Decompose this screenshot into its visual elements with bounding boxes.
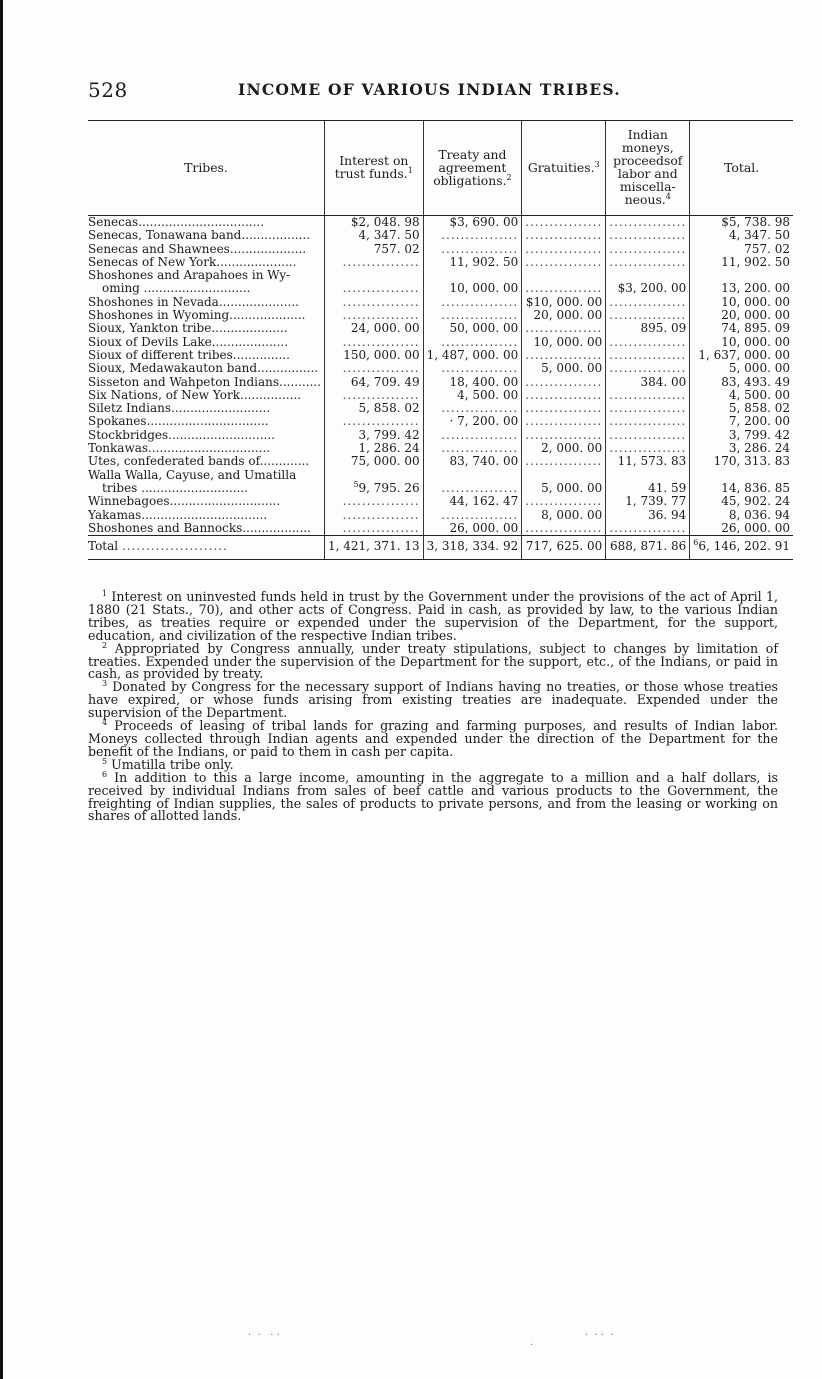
- footnote: $^3$ Donated by Congress for the necessary support of Indians having no treaties, or those whose treaties have expired, or whose funds arising from existing treaties are inadequate. Expended under the supervision of the Department.: [88, 679, 778, 721]
- cell-interest: ................: [325, 495, 424, 508]
- cell-interest: ................: [325, 336, 424, 349]
- cell-treaty: 26, 000. 00: [423, 522, 522, 536]
- footnote: $^4$ Proceeds of leasing of tribal lands for grazing and farming purposes, and results of Indian labor. Moneys collected through Indian agents and expended under the direction of the Department for the benefit of the Indians, or paid to them in cash per capita.: [88, 717, 778, 759]
- table-row: [88, 349, 793, 362]
- table-row: [88, 269, 793, 296]
- table-row: [88, 389, 793, 402]
- tribe-name: Sisseton and Wahpeton Indians...........: [88, 374, 321, 389]
- table-row: [88, 256, 793, 269]
- cell-gratuities: ................: [522, 389, 606, 402]
- cell-indian-moneys: 895. 09: [606, 322, 690, 335]
- cell-gratuities: 8, 000. 00: [522, 509, 606, 522]
- cell-total: 45, 902. 24: [690, 495, 793, 508]
- table-row: [88, 442, 793, 455]
- cell-total: 757. 02: [690, 243, 793, 256]
- table-row: [88, 362, 793, 375]
- cell-interest: $^5$9, 795. 26: [325, 469, 424, 496]
- cell-total: 14, 836. 85: [690, 469, 793, 496]
- footnote: $^6$ In addition to this a large income, amounting in the aggregate to a million and a half dollars, is received by individual Indians from sales of beef cattle and various products to the Government, the freighting of Indian supplies, the sales of products to private persons, and from the leasing or working on shares of allotted lands.: [88, 769, 778, 824]
- col-header-gratuities: Gratuities.$^3$: [522, 121, 606, 216]
- cell-treaty: ................: [423, 362, 522, 375]
- cell-indian-moneys: ................: [606, 442, 690, 455]
- total-row: [88, 536, 793, 560]
- table-row: [88, 509, 793, 522]
- cell-treaty: ................: [423, 309, 522, 322]
- cell-gratuities: ................: [522, 243, 606, 256]
- cell-interest: 150, 000. 00: [325, 349, 424, 362]
- cell-indian-moneys: ................: [606, 216, 690, 230]
- cell-interest: 5, 858. 02: [325, 402, 424, 415]
- table-row: [88, 296, 793, 309]
- cell-indian-moneys: 11, 573. 83: [606, 455, 690, 468]
- cell-treaty: ................: [423, 229, 522, 242]
- page-header: [88, 78, 776, 100]
- footnote: $^1$ Interest on uninvested funds held in trust by the Government under the provisions of the act of April 1, 1880 (21 Stats., 70), and other acts of Congress. Paid in cash, as provided by law, to the various Indian tribes, as treaties require or expended under the supervision of the Department, for the support, education, and civilization of the respective Indian tribes.: [88, 588, 778, 643]
- total-label: Total ......................: [88, 536, 325, 560]
- cell-treaty: ................: [423, 442, 522, 455]
- cell-gratuities: $10, 000. 00: [522, 296, 606, 309]
- table-row: [88, 469, 793, 496]
- cell-treaty: 10, 000. 00: [423, 269, 522, 296]
- cell-treaty: 1, 487, 000. 00: [423, 349, 522, 362]
- table-row: [88, 415, 793, 428]
- cell-indian-moneys: 384. 00: [606, 376, 690, 389]
- cell-gratuities: 10, 000. 00: [522, 336, 606, 349]
- table-row: [88, 216, 793, 230]
- cell-interest: ................: [325, 256, 424, 269]
- cell-treaty: 11, 902. 50: [423, 256, 522, 269]
- cell-treaty: 44, 162. 47: [423, 495, 522, 508]
- cell-treaty: 83, 740. 00: [423, 455, 522, 468]
- tribe-name: Shoshones and Arapahoes in Wy- oming ............................: [88, 268, 291, 296]
- cell-indian-moneys: ................: [606, 415, 690, 428]
- cell-total: 10, 000. 00: [690, 336, 793, 349]
- cell-total: 74, 895. 09: [690, 322, 793, 335]
- scan-specks: · · · ·: [585, 1330, 614, 1341]
- cell-interest: 757. 02: [325, 243, 424, 256]
- cell-gratuities: ................: [522, 495, 606, 508]
- table-header-row: [88, 121, 793, 216]
- cell-interest: 1, 286. 24: [325, 442, 424, 455]
- cell-gratuities: ................: [522, 402, 606, 415]
- cell-indian-moneys: ................: [606, 229, 690, 242]
- cell-indian-moneys: ................: [606, 349, 690, 362]
- cell-indian-moneys: 1, 739. 77: [606, 495, 690, 508]
- cell-total: 20, 000. 00: [690, 309, 793, 322]
- cell-gratuities: ................: [522, 522, 606, 536]
- tribe-name: Siletz Indians..........................: [88, 401, 271, 416]
- col-header-indian-moneys: Indian moneys, proceedsof labor and miscella-neous.$^4$: [606, 121, 690, 216]
- tribe-name: Winnebagoes.............................: [88, 494, 281, 509]
- cell-indian-moneys: ................: [606, 296, 690, 309]
- cell-total: 3, 799. 42: [690, 429, 793, 442]
- cell-gratuities: ................: [522, 455, 606, 468]
- cell-gratuities: ................: [522, 322, 606, 335]
- cell-total: 170, 313. 83: [690, 455, 793, 468]
- cell-gratuities: ................: [522, 349, 606, 362]
- tribe-name: Sioux of Devils Lake....................: [88, 334, 289, 349]
- tribe-name: Six Nations, of New York................: [88, 387, 302, 402]
- cell-gratuities: 5, 000. 00: [522, 469, 606, 496]
- tribe-name: Senecas.................................: [88, 215, 265, 229]
- cell-total: 11, 902. 50: [690, 256, 793, 269]
- cell-total: 4, 347. 50: [690, 229, 793, 242]
- cell-treaty: ................: [423, 509, 522, 522]
- cell-treaty: $3, 690. 00: [423, 216, 522, 230]
- cell-total: $5, 738. 98: [690, 216, 793, 230]
- total-grand: $^6$6, 146, 202. 91: [690, 536, 793, 560]
- cell-treaty: 4, 500. 00: [423, 389, 522, 402]
- col-header-interest: Interest on trust funds.$^1$: [325, 121, 424, 216]
- cell-treaty: 50, 000. 00: [423, 322, 522, 335]
- cell-gratuities: ................: [522, 376, 606, 389]
- cell-treaty: ................: [423, 469, 522, 496]
- cell-total: 3, 286. 24: [690, 442, 793, 455]
- cell-interest: ................: [325, 269, 424, 296]
- cell-treaty: ................: [423, 402, 522, 415]
- tribe-name: Senecas of New York.....................: [88, 254, 297, 269]
- cell-indian-moneys: ................: [606, 389, 690, 402]
- scan-specks: · · · ·: [248, 1330, 280, 1341]
- cell-interest: ................: [325, 362, 424, 375]
- cell-indian-moneys: ................: [606, 336, 690, 349]
- table-row: [88, 522, 793, 536]
- cell-interest: 64, 709. 49: [325, 376, 424, 389]
- cell-total: 26, 000. 00: [690, 522, 793, 536]
- tribe-name: Senecas, Tonawana band..................: [88, 228, 311, 243]
- cell-total: 83, 493. 49: [690, 376, 793, 389]
- cell-treaty: ................: [423, 243, 522, 256]
- cell-gratuities: ................: [522, 415, 606, 428]
- cell-indian-moneys: $3, 200. 00: [606, 269, 690, 296]
- cell-total: 5, 000. 00: [690, 362, 793, 375]
- tribe-name: Sioux, Medawakauton band................: [88, 361, 319, 376]
- cell-total: 10, 000. 00: [690, 296, 793, 309]
- tribe-name: Shoshones and Bannocks..................: [88, 520, 311, 535]
- cell-treaty: 18, 400. 00: [423, 376, 522, 389]
- tribe-name: Shoshones in Nevada.....................: [88, 294, 299, 309]
- total-indian-moneys: 688, 871. 86: [606, 536, 690, 560]
- table-row: [88, 229, 793, 242]
- table-row: [88, 429, 793, 442]
- cell-gratuities: 5, 000. 00: [522, 362, 606, 375]
- cell-gratuities: ................: [522, 429, 606, 442]
- cell-treaty: · 7, 200. 00: [423, 415, 522, 428]
- total-gratuities: 717, 625. 00: [522, 536, 606, 560]
- tribe-name: Sioux, Yankton tribe....................: [88, 321, 288, 336]
- cell-indian-moneys: ................: [606, 362, 690, 375]
- table-row: [88, 309, 793, 322]
- cell-interest: ................: [325, 522, 424, 536]
- tribe-name: Sioux of different tribes...............: [88, 347, 290, 362]
- tribe-name: Senecas and Shawnees....................: [88, 241, 307, 256]
- cell-indian-moneys: 36. 94: [606, 509, 690, 522]
- footnote: $^5$ Umatilla tribe only.: [102, 756, 234, 772]
- cell-treaty: ................: [423, 336, 522, 349]
- col-header-total: Total.: [690, 121, 793, 216]
- cell-interest: 3, 799. 42: [325, 429, 424, 442]
- leader-dots: ......................: [121, 539, 228, 554]
- cell-interest: ................: [325, 309, 424, 322]
- cell-total: 7, 200. 00: [690, 415, 793, 428]
- col-header-treaty: Treaty and agreement obligations.$^2$: [423, 121, 522, 216]
- total-treaty: 3, 318, 334. 92: [423, 536, 522, 560]
- table-row: [88, 336, 793, 349]
- cell-interest: ................: [325, 296, 424, 309]
- cell-indian-moneys: ................: [606, 522, 690, 536]
- col-header-tribes: Tribes.: [88, 121, 325, 216]
- cell-treaty: ................: [423, 296, 522, 309]
- tribe-name: Stockbridges............................: [88, 427, 275, 442]
- tribe-name: Spokanes................................: [88, 414, 269, 429]
- cell-indian-moneys: ................: [606, 256, 690, 269]
- table-row: [88, 376, 793, 389]
- cell-interest: ................: [325, 415, 424, 428]
- cell-interest: 24, 000. 00: [325, 322, 424, 335]
- table-row: [88, 243, 793, 256]
- cell-indian-moneys: ................: [606, 243, 690, 256]
- scan-specks: ·: [530, 1340, 534, 1351]
- footnotes: [88, 588, 778, 824]
- page-title: INCOME OF VARIOUS INDIAN TRIBES.: [238, 80, 621, 99]
- cell-gratuities: ................: [522, 229, 606, 242]
- income-table: [88, 120, 793, 560]
- tribe-name: Utes, confederated bands of.............: [88, 454, 310, 469]
- cell-indian-moneys: ................: [606, 402, 690, 415]
- page-number: 528: [88, 78, 128, 102]
- cell-indian-moneys: ................: [606, 429, 690, 442]
- cell-interest: 4, 347. 50: [325, 229, 424, 242]
- tribe-name: Tonkawas................................: [88, 441, 271, 456]
- cell-total: 4, 500. 00: [690, 389, 793, 402]
- cell-interest: 75, 000. 00: [325, 455, 424, 468]
- cell-treaty: ................: [423, 429, 522, 442]
- tribe-name: Walla Walla, Cayuse, and Umatilla tribes ............................: [88, 467, 297, 495]
- table-row: [88, 322, 793, 335]
- cell-total: 8, 036. 94: [690, 509, 793, 522]
- cell-total: 1, 637, 000. 00: [690, 349, 793, 362]
- scan-edge: [0, 0, 3, 1379]
- tribe-name: Shoshones in Wyoming....................: [88, 308, 306, 323]
- cell-gratuities: 20, 000. 00: [522, 309, 606, 322]
- cell-interest: ................: [325, 389, 424, 402]
- cell-indian-moneys: 41. 59: [606, 469, 690, 496]
- cell-gratuities: 2, 000. 00: [522, 442, 606, 455]
- tribe-name: Yakamas.................................: [88, 507, 268, 522]
- table-row: [88, 455, 793, 468]
- total-interest: 1, 421, 371. 13: [325, 536, 424, 560]
- cell-interest: $2, 048. 98: [325, 216, 424, 230]
- cell-gratuities: ................: [522, 269, 606, 296]
- table-row: [88, 495, 793, 508]
- cell-indian-moneys: ................: [606, 309, 690, 322]
- cell-total: 5, 858. 02: [690, 402, 793, 415]
- footnote: $^2$ Appropriated by Congress annually, under treaty stipulations, subject to changes by limitation of treaties. Expended under the supervision of the Department for the support, etc., of the Indians, or paid in cash, as provided by treaty.: [88, 640, 778, 682]
- cell-gratuities: ................: [522, 216, 606, 230]
- cell-gratuities: ................: [522, 256, 606, 269]
- table-row: [88, 402, 793, 415]
- cell-interest: ................: [325, 509, 424, 522]
- cell-total: 13, 200. 00: [690, 269, 793, 296]
